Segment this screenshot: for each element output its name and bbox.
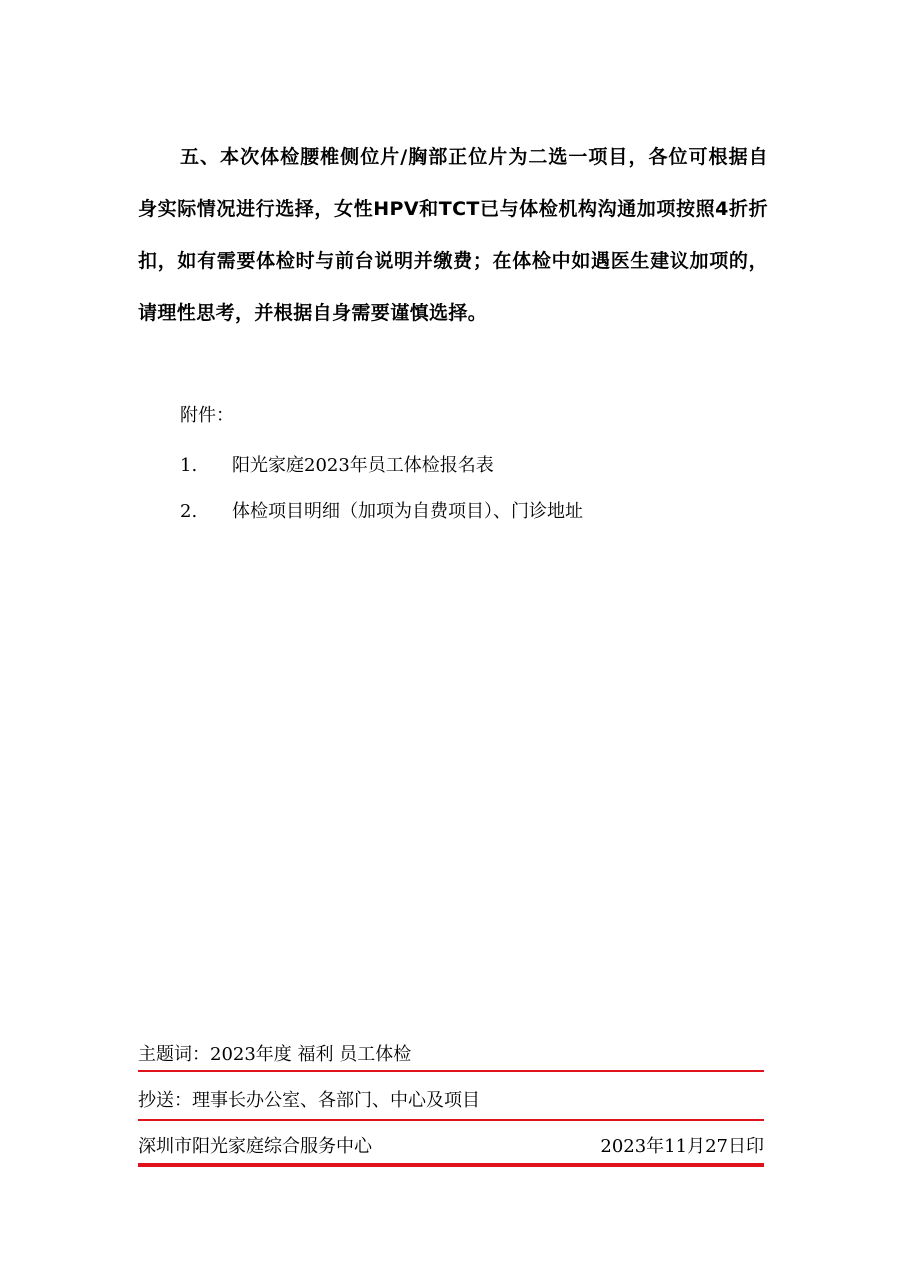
issuer-name: 深圳市阳光家庭综合服务中心: [138, 1136, 372, 1157]
attachments-title: 附件：: [180, 405, 234, 426]
red-divider: [138, 1119, 764, 1121]
attachment-item: [180, 452, 494, 480]
attachment-number: 1.: [180, 455, 198, 476]
print-date: 2023年11月27日印: [600, 1136, 764, 1157]
keywords-line: 主题词：2023年度 福利 员工体检: [138, 1044, 412, 1065]
attachment-text: 阳光家庭2023年员工体检报名表: [232, 455, 494, 476]
cc-line: 抄送：理事长办公室、各部门、中心及项目: [138, 1090, 480, 1111]
attachment-text: 体检项目明细（加项为自费项目）、门诊地址: [232, 501, 583, 522]
issuer-line: [138, 1134, 766, 1160]
attachment-number: 2.: [180, 501, 198, 522]
red-divider: [138, 1070, 764, 1072]
body-paragraph: 五、本次体检腰椎侧位片/胸部正位片为二选一项目，各位可根据自身实际情况进行选择，女性HPV和TCT已与体检机构沟通加项按照4折折扣，如有需要体检时与前台说明并缴费；在体检中如遇医生建议加项的，请理性思考，并根据自身需要谨慎选择。: [138, 146, 768, 324]
red-divider-bottom: [138, 1163, 764, 1167]
attachment-item: [180, 498, 583, 526]
